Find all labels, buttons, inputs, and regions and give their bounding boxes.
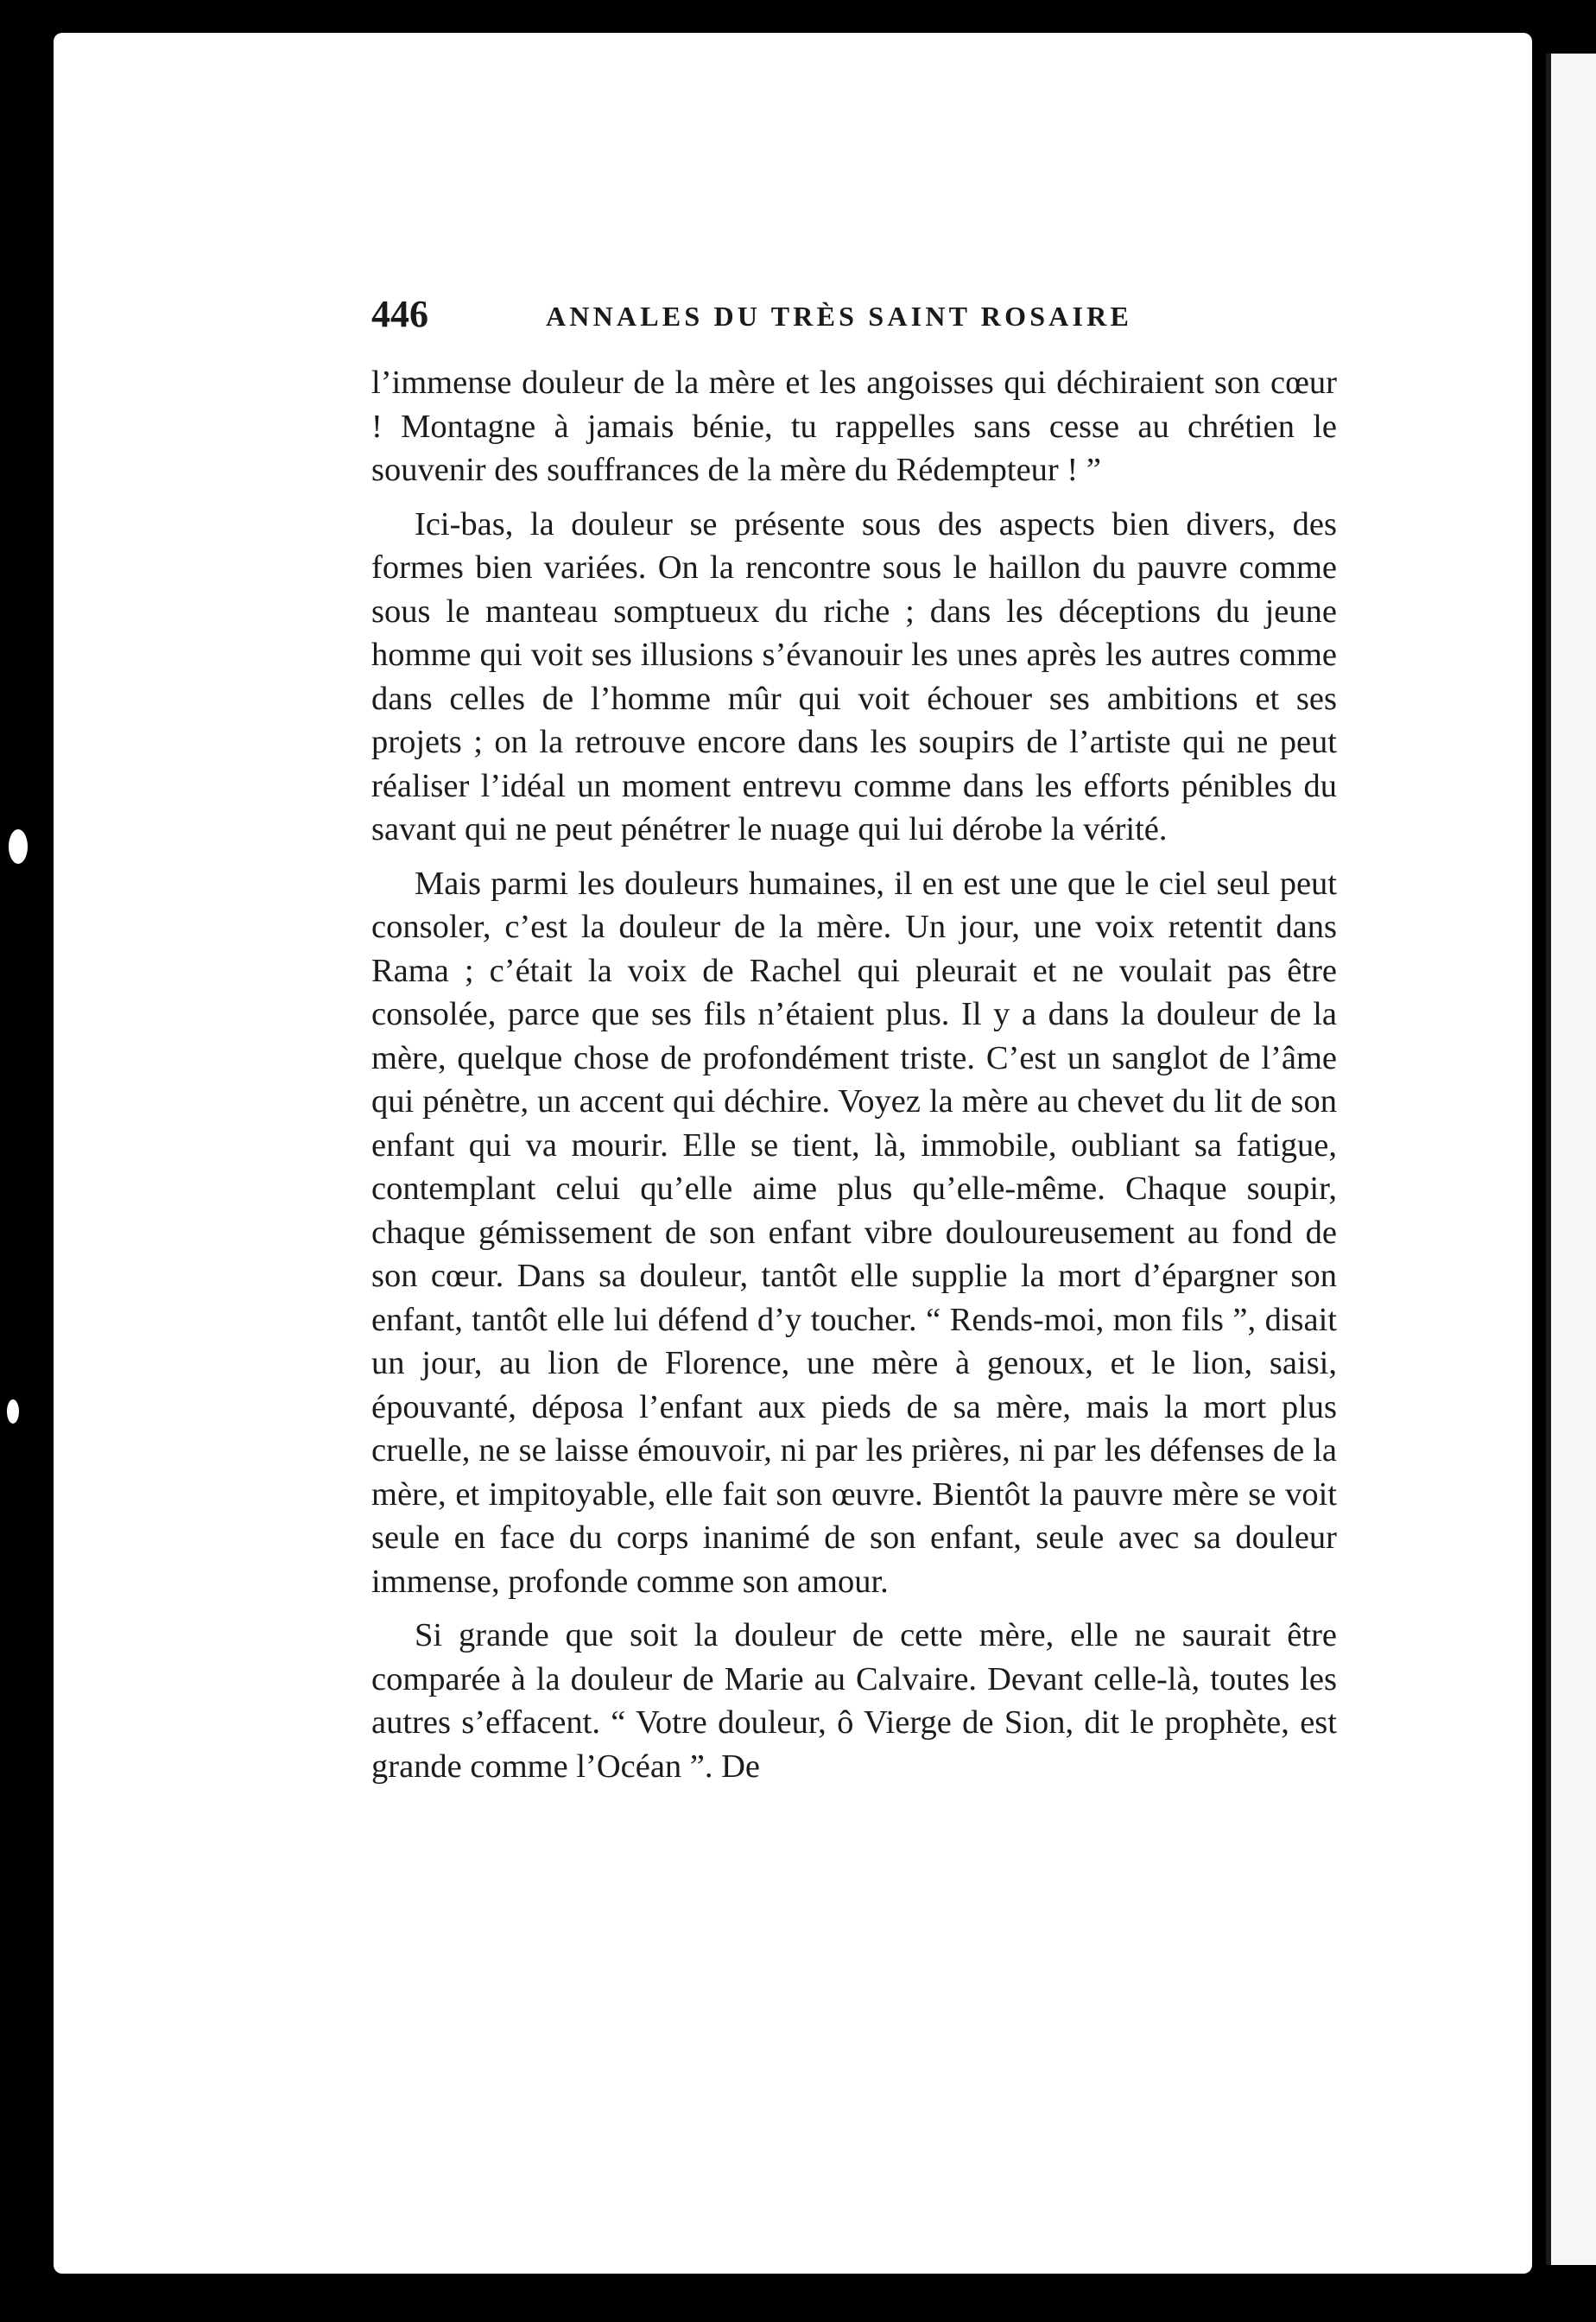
page-number: 446 [371,293,428,335]
paragraph: Mais parmi les douleurs humaines, il en est une que le ciel seul peut consoler, c’est la douleur de la mère. Un jour, une voix retentit dans Rama ; c’était la voix de Rachel qui pleurait et ne voulait pas être consolée, parce que ses fils n’étaient plus. Il y a dans la douleur de la mère, quelque chose de profondément triste. C’est un sanglot de l’âme qui pénètre, un accent qui déchire. Voyez la mère au chevet du lit de son enfant qui va mourir. Elle se tient, là, immobile, oubliant sa fatigue, contemplant celui qu’elle aime plus qu’elle-même. Chaque soupir, chaque gémissement de son enfant vibre douloureusement au fond de son cœur. Dans sa douleur, tantôt elle supplie la mort d’épargner son enfant, tantôt elle lui défend d’y toucher. “ Rends-moi, mon fils ”, disait un jour, au lion de Florence, une mère à genoux, et le lion, saisi, épouvanté, déposa l’enfant aux pieds de sa mère, mais la mort plus cruelle, ne se laisse émouvoir, ni par les prières, ni par les défenses de la mère, et impitoyable, elle fait son œuvre. Bientôt la pauvre mère se voit seule en face du corps inanimé de son enfant, seule avec sa douleur immense, profonde comme son amour. [371,865,1337,1600]
adjacent-page-edge [1551,54,1596,2265]
scan-artifact [9,829,28,864]
body-text [371,361,1337,1788]
paragraph: Si grande que soit la douleur de cette mère, elle ne saurait être comparée à la douleur de Marie au Calvaire. Devant celle-là, toutes les autres s’effacent. “ Votre douleur, ô Vierge de Sion, dit le prophète, est grande comme l’Océan ”. De [371,1617,1337,1785]
paragraph: Ici-bas, la douleur se présente sous des aspects bien divers, des formes bien variées. On la rencontre sous le haillon du pauvre comme sous le manteau somptueux du riche ; dans les déceptions du jeune homme qui voit ses illusions s’évanouir les unes après les autres comme dans celles de l’homme mûr qui voit échouer ses ambitions et ses projets ; on la retrouve encore dans les soupirs de l’artiste qui ne peut réaliser l’idéal un moment entrevu comme dans les efforts pénibles du savant qui ne peut pénétrer le nuage qui lui dérobe la vérité. [371,505,1337,847]
running-head-title: ANNALES DU TRÈS SAINT ROSAIRE [546,301,1133,332]
paragraph: l’immense douleur de la mère et les angoisses qui déchiraient son cœur ! Montagne à jamais bénie, tu rappelles sans cesse au chrétien le souvenir des souffrances de la mère du Rédempteur ! ” [371,365,1337,488]
scan-artifact [7,1399,19,1424]
running-head [371,278,1356,351]
